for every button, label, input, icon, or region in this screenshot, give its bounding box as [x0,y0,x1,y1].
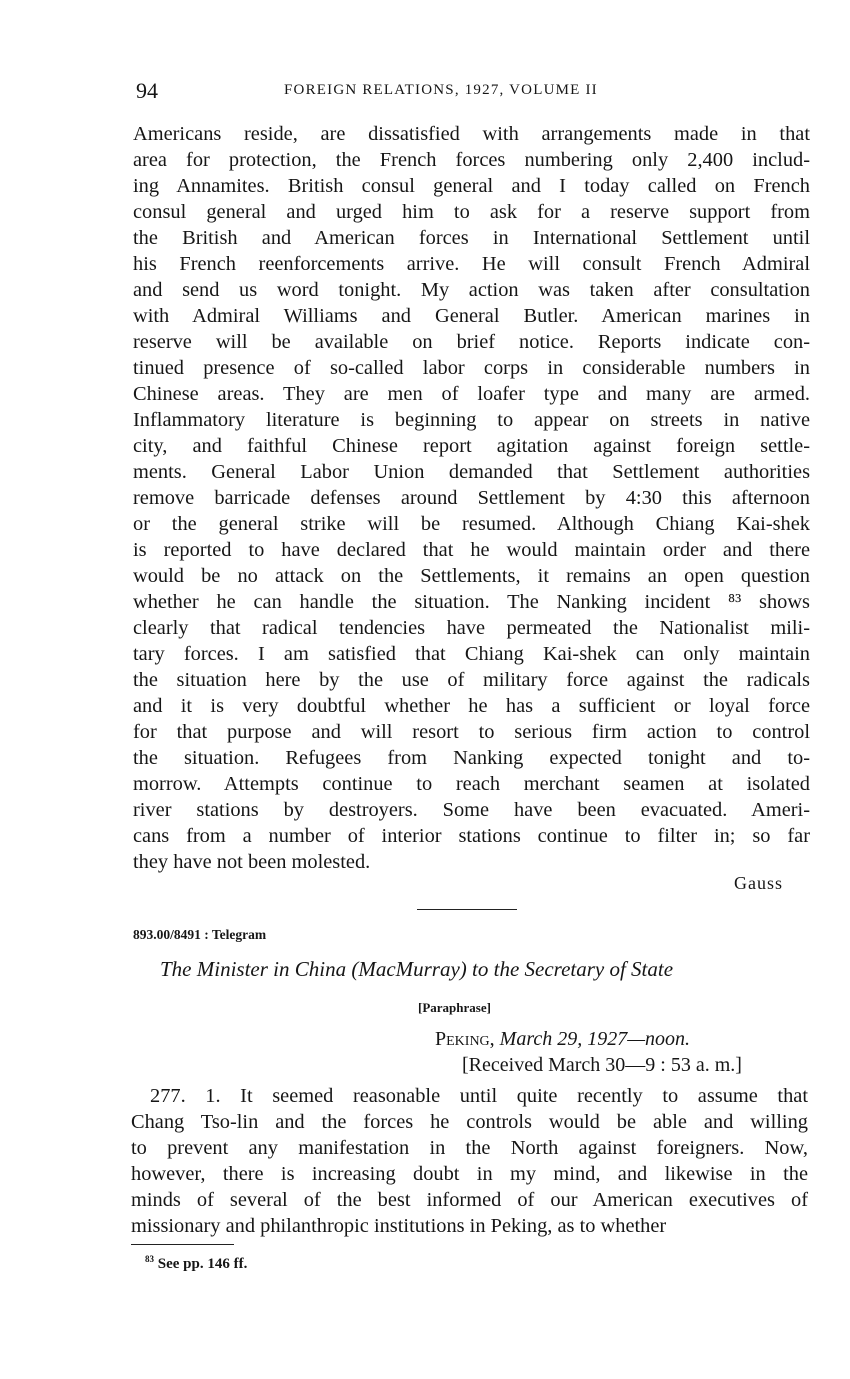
text-line: with Admiral Williams and General Butler. American marines in [133,305,810,327]
telegram-paragraph [131,1083,808,1239]
text-line: or the general strike will be resumed. Although Chiang Kai-shek [133,513,810,535]
text-line: city, and faithful Chinese report agitation against foreign settle- [133,435,810,457]
text-line: however, there is increasing doubt in my mind, and likewise in the [131,1163,808,1185]
section-divider [417,909,517,910]
dateline [435,1028,690,1051]
text-line: for that purpose and will resort to serious firm action to control [133,721,810,743]
text-line: reserve will be available on brief notice. Reports indicate con- [133,331,810,353]
document-title: The Minister in China (MacMurray) to the Secretary of State [160,957,674,981]
page-header [136,78,810,104]
running-head: FOREIGN RELATIONS, 1927, VOLUME II [284,82,598,98]
text-line: area for protection, the French forces numbering only 2,400 includ- [133,149,810,171]
footnote [145,1254,247,1273]
text-line: would be no attack on the Settlements, it remains an open question [133,565,810,587]
text-line: to prevent any manifestation in the North against foreigners. Now, [131,1137,808,1159]
dateline-place: Peking, [435,1028,495,1050]
page-number: 94 [136,78,158,103]
text-line: Chinese areas. They are men of loafer type and many are armed. [133,383,810,405]
text-line: Americans reside, are dissatisfied with arrangements made in that [133,123,810,145]
text-line: his French reenforcements arrive. He will consult French Admiral [133,253,810,275]
text-line: ing Annamites. British consul general and I today called on French [133,175,810,197]
text-line: is reported to have declared that he would maintain order and there [133,539,810,561]
text-line: whether he can handle the situation. The Nanking incident ⁸³ shows [133,591,810,613]
text-line: and it is very doubtful whether he has a sufficient or loyal force [133,695,810,717]
text-line: consul general and urged him to ask for a reserve support from [133,201,810,223]
text-line: Inflammatory literature is beginning to appear on streets in native [133,409,810,431]
text-line: river stations by destroyers. Some have been evacuated. Ameri- [133,799,810,821]
text-line: the situation here by the use of military force against the radicals [133,669,810,691]
text-line: 277. 1. It seemed reasonable until quite recently to assume that [150,1085,808,1107]
text-line: remove barricade defenses around Settlement by 4:30 this afternoon [133,487,810,509]
text-line: tary forces. I am satisfied that Chiang Kai-shek can only maintain [133,643,810,665]
text-line: missionary and philanthropic institutions in Peking, as to whether [131,1215,667,1237]
text-line: the situation. Refugees from Nanking expected tonight and to- [133,747,810,769]
text-line: morrow. Attempts continue to reach merchant seamen at isolated [133,773,810,795]
signature: Gauss [734,873,783,893]
footnote-rule [131,1244,234,1245]
text-line: Chang Tso-lin and the forces he controls would be able and willing [131,1111,808,1133]
received-note: [Received March 30—9 : 53 a. m.] [462,1054,742,1076]
text-line: minds of several of the best informed of our American executives of [131,1189,808,1211]
text-line: the British and American forces in International Settlement until [133,227,810,249]
body-paragraph [133,121,810,875]
text-line: cans from a number of interior stations continue to filter in; so far [133,825,810,847]
file-reference: 893.00/8491 : Telegram [133,927,267,942]
footnote-text: See pp. 146 ff. [157,1256,248,1272]
text-line: clearly that radical tendencies have permeated the Nationalist mili- [133,617,810,639]
text-line: ments. General Labor Union demanded that Settlement authorities [133,461,810,483]
dateline-date: March 29, 1927—noon. [499,1028,691,1050]
text-line: tinued presence of so-called labor corps in considerable numbers in [133,357,810,379]
paraphrase-label: [Paraphrase] [418,1000,491,1015]
footnote-marker: 83 [145,1254,154,1264]
text-line: they have not been molested. [133,851,371,873]
text-line: and send us word tonight. My action was taken after consultation [133,279,810,301]
